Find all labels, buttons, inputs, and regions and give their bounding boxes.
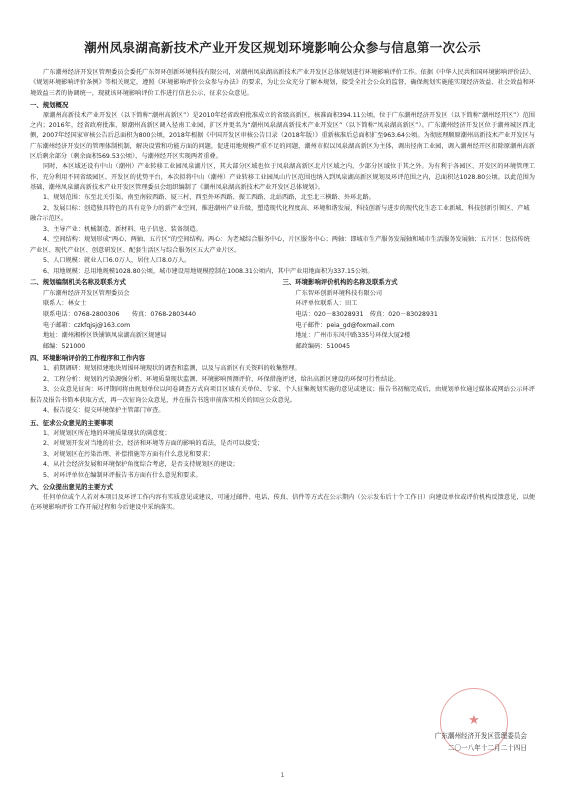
eia-org-name: 广东智环创新环境科技有限公司 bbox=[295, 289, 383, 297]
section-1-paragraph-1: 原潮州高新技术产业开发区（以下简称“潮州高新区”）是2010年经省政府批准成立的省级高新区，核准面积394.11公顷，位于广东潮州经济开发区（以下简称“潮州经开区”）范围之内；2016年，经省政府批准，原潮州高新区调入径南工业园，扩区并更名为“潮州凤泉湖高新技术产业开发区”（以下简称“凤泉湖高新区”）。广东潮州经济开发区位于潮州城区西北侧，2007年经国家审核公告后总面积为800公顷，2018年根据《中国开发区审核公告目录（2018年版）》重新核准后总面积扩至963.64公顷。为彻底理顺原潮州高新技术产业开发区与广东潮州经济开发区的管理体制机制，解决设置和功能方面的问题，促进用地规模严重不足的问题，潮州市拟以凤泉湖高新区为主体，调出径南工业园，调入潮州经开区扣除原潮州高新区后剩余部分（剩余面积569.53公顷），与潮州经开区实现两者重叠。 bbox=[30, 111, 535, 161]
plan-org-address: 地址：潮州湘桥区铁铺镇凤泉湖高新区规建局 bbox=[43, 332, 167, 340]
signature-block bbox=[435, 730, 527, 754]
section-4-item: 1、前期调研：规划拟建地块周围环境现状的调查和监测，以及与高新区有关资料的收集整理。 bbox=[43, 365, 301, 373]
eia-org-email: 电子邮件：peia_gd@foxmail.com bbox=[295, 321, 395, 329]
section-5-item: 2、对规划开发对当地的社会、经济和环境等方面的影响的看法，是否可以接受； bbox=[43, 440, 264, 448]
document-title: 潮州凤泉湖高新技术产业开发区规划环境影响公众参与信息第一次公示 bbox=[84, 40, 481, 55]
section-1-item: 3、主导产业：机械制造、新材料、电子信息、装备制造。 bbox=[43, 225, 202, 233]
plan-org-email: 电子邮箱：czkfqjsj@163.com bbox=[43, 321, 131, 329]
section-6-heading: 六、公众提出意见的主要方式 bbox=[30, 483, 114, 492]
section-5-item: 3、对规划区在污染治理、补偿措施等方面有什么意见和要求； bbox=[43, 450, 214, 458]
eia-org-postcode: 邮政编码：510045 bbox=[295, 342, 351, 350]
section-5-item: 5、对环评单位在编制环评报告书方面有什么意见和要求。 bbox=[43, 471, 202, 479]
seal-star-icon: ★ bbox=[468, 713, 480, 728]
page-number: 1 bbox=[280, 772, 285, 779]
plan-org-contact bbox=[30, 277, 283, 352]
section-5-item: 1、对规划区所在地的环境质量现状的满意度； bbox=[43, 429, 171, 437]
plan-org-postcode: 邮编：521000 bbox=[43, 342, 86, 350]
eia-org-contact bbox=[283, 277, 536, 352]
intro-paragraph: 广东潮州经济开发区管理委员会委托广东智环创新环境科技有限公司，对潮州凤泉湖高新技术产业开发区总体规划进行环境影响评价工作。依据《中华人民共和国环境影响评价法》、《规划环境影响评价条例》等相关规定，遵照《环境影响评价公众参与办法》的要求，为让公众充分了解本规划，接受全社会公众的监督，确保规划实施能实现经济效益、社会效益和环境效益三者的协调统一，现就该环境影响评价工作进行信息公示，征求公众意见。 bbox=[30, 69, 535, 97]
section-1-item: 6、用地规模：总用地规模1028.80公顷，城市建设用地规模控制在1008.31公顷内，其中产业用地面积为337.15公顷。 bbox=[43, 267, 374, 275]
section-4-item: 3、公众意见征询：环评期间将由规划单位以问卷调查方式向项目区域有关单位、专家、个人征集规划实施的意见或建议；报告书初稿完成后，由规划单位通过媒体或网站公示环评报告及报告书简本获取方式，再一次征询公众意见，并在报告书选审前落实相关的回应公众意见。 bbox=[30, 386, 535, 404]
section-1-item: 4、空间结构：规划形成“两心、两轴、五片区”的空间结构。两心：为老城综合服务中心，片区服务中心；两轴：即城市生产服务发展轴和城市生活服务发展轴；五片区：包括传统产业区、现代产业区、创意研发区、配套生活区与综合服务区五大产业片区。 bbox=[30, 236, 530, 254]
section-2-heading: 二、规划编制机关名称及联系方式 bbox=[30, 278, 126, 287]
section-4-item: 2、工程分析：规划的污染源强分析、环境质量现状监测、环境影响预测评价、环保措施评述，给出高新区建设的环保可行性结论。 bbox=[43, 375, 400, 383]
eia-org-address: 地址：广州市东风中路335号环保大厦2楼 bbox=[295, 332, 411, 340]
eia-org-contact-person: 环评单位联系人：田工 bbox=[295, 300, 358, 308]
section-5-heading: 五、征求公众意见的主要事项 bbox=[30, 418, 114, 427]
eia-org-phone: 电话：020－83028931 传真：020－83028931 bbox=[295, 311, 438, 319]
section-1-item: 2、发展目标：创造独具特色的具有竞争力的新产业空间，推进潮州产业升级，塑造现代化程度高、环境和谐发展，科技创新与进步的现代化生态工业新城、科技创新引领区、产城融合示范区。 bbox=[30, 204, 530, 223]
section-3-heading: 三、环境影响评价机构的名称及联系方式 bbox=[282, 278, 398, 287]
section-4-heading: 四、环境影响评价的工作程序和工作内容 bbox=[30, 354, 146, 363]
plan-org-name: 广东潮州经济开发区管理委员会 bbox=[43, 289, 130, 297]
plan-org-phone: 联系电话：0768-2800306 传真：0768-2803440 bbox=[43, 311, 196, 319]
signing-date: 二〇一八年十二月二十四日 bbox=[447, 744, 527, 752]
section-1-item: 5、人口规模：就业人口6.0万人，居住人口8.0万人。 bbox=[43, 257, 191, 265]
plan-org-contact-person: 联系人：林女士 bbox=[43, 300, 87, 308]
section-1-heading: 一、规划概况 bbox=[30, 100, 69, 109]
section-1-item: 1、规划范围：东至北关引渠，南至南较西路、厦三村、西至外环西路、振工西路、北站西路，北至北三横路、外环北路。 bbox=[43, 194, 375, 202]
contact-columns bbox=[30, 277, 535, 352]
section-1-paragraph-2: 同时，本区域还设有中山（潮州）产业转移工业园凤泉湖片区，其大部分区域也位于凤泉湖高新区北片区域之内，少部分区域位于其之外。为有利于各园区、开发区的环境管理工作，充分利用不同省级园区、开发区的优势平台，本次拟将中山（潮州）产业转移工业园凤山片区范围也纳入到凤泉湖高新区规划及环评范围之内，总面积达1028.80公顷。以此范围为基础，潮州凤泉湖高新技术产业开发区管理委员会组织编制了《潮州凤泉湖高新技术产业开发区总体规划》。 bbox=[30, 163, 535, 191]
section-4-item: 4、报告提交：提交环境保护主管部门审查。 bbox=[43, 407, 165, 415]
signing-organization: 广东潮州经济开发区管理委员会 bbox=[434, 732, 527, 740]
section-5-item: 4、从社会经济发展和环境保护角度综合考虑，是否支持规划区的建设； bbox=[43, 461, 239, 469]
section-6-paragraph: 任何单位或个人若对本项目及环评工作内容有实质意见或建议，可通过邮件、电话、传真、信件等方式在公示期内（公示发布后十个工作日）向建设单位或评价机构反馈意见，以便在环境影响评价工作开展过程和今后建设中采纳落实。 bbox=[30, 494, 535, 512]
